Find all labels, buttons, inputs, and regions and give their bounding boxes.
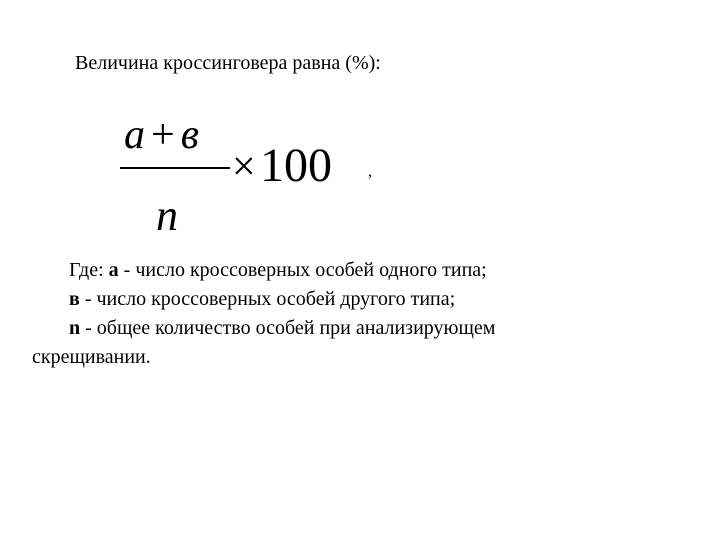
variable-b: в [180,112,199,158]
plus-sign: + [151,112,175,158]
definition-n-text: - общее количество особей при анализирующем [80,317,496,339]
fraction-bar [120,167,230,169]
fraction-denominator: n [156,191,178,240]
formula-comma: , [368,163,372,180]
variable-a: a [124,112,145,158]
definition-n-continued: скрещивании. [32,346,151,368]
definitions-block [32,256,672,372]
crossover-formula [118,110,378,240]
multiply-sign: × [232,144,256,190]
definition-b [32,285,672,314]
multiplier-value: 100 [260,139,332,192]
formula-heading: Величина кроссинговера равна (%): [75,52,381,74]
definition-a [32,256,672,285]
definition-n [32,314,672,343]
where-label: Где: [69,259,104,281]
symbol-n: n [69,317,81,339]
fraction-numerator [124,114,199,156]
symbol-b: в [69,288,80,310]
definition-b-text: - число кроссоверных особей другого типа; [79,288,456,310]
definition-a-text: - число кроссоверных особей одного типа; [118,259,487,281]
symbol-a: a [108,259,119,281]
